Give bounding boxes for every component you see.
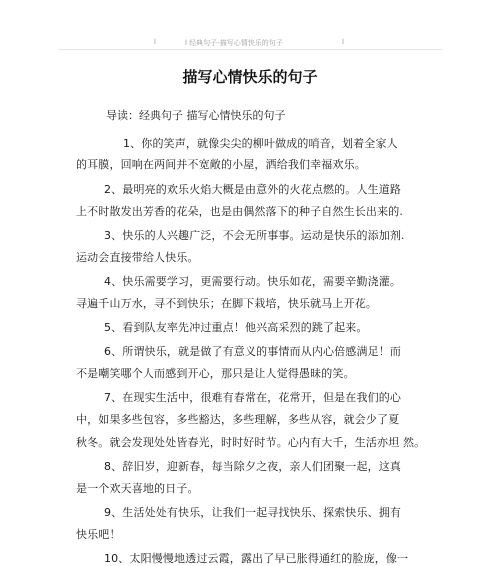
body-line: 寻遍千山万水，寻不到快乐；在脚下栽培，快乐就马上开花。 — [76, 297, 378, 310]
body-line: 6、所谓快乐，就是做了有意义的事情而从内心倍感满足！而 — [104, 345, 402, 358]
body-line: 5、看到队友率先冲过重点！他兴高采烈的跳了起来。 — [104, 321, 368, 334]
body-line: 快乐吧！ — [76, 528, 121, 541]
header-mark-left: l — [154, 38, 156, 46]
header-mark-right: l — [342, 38, 344, 46]
body-line: 中，如果多些包容，多些豁达，多些理解，多些从容，就会少了夏 — [76, 413, 400, 426]
intro-line: 导读：经典句子 描写心情快乐的句子 — [106, 109, 286, 122]
body-line: 的耳膜，回响在两间并不宽敞的小屋，洒给我们幸福欢乐。 — [76, 158, 366, 171]
body-line: 运动会直接带给人快乐。 — [76, 251, 199, 264]
body-line: 不是嘲笑哪个人而感到开心，那只是让人觉得愚昧的笑。 — [76, 367, 355, 380]
body-line: 10、太阳慢慢地透过云霞，露出了早已胀得通红的脸庞，像一 — [104, 552, 409, 565]
body-line: 9、生活处处有快乐，让我们一起寻找快乐、探索快乐、拥有 — [104, 506, 402, 519]
body-line: 1、你的笑声，就像尖尖的柳叶做成的哨音，划着全家人 — [123, 137, 398, 150]
header-divider — [58, 49, 442, 50]
body-line: 2、最明亮的欢乐火焰大概是由意外的火花点燃的。人生道路 — [104, 183, 402, 196]
body-line: 上不时散发出芳香的花朵，也是由偶然落下的种子自然生长出来的. — [76, 205, 403, 218]
document-title: 描写心情快乐的句子 — [182, 68, 318, 86]
body-line: 秋冬。就会发现处处皆春光，时时好时节。心内有大千，生活亦坦 然。 — [76, 436, 426, 449]
body-line: 7、在现实生活中，很难有春常在，花常开，但是在我们的心 — [104, 391, 402, 404]
body-line: 4、快乐需要学习，更需要行动。快乐如花，需要辛勤浇灌。 — [104, 275, 402, 288]
body-line: 3、快乐的人兴趣广泛，不会无所事事。运动是快乐的添加剂. — [104, 229, 405, 242]
header-text: l 经典句子-描写心情快乐的句子 — [185, 39, 283, 47]
body-line: 是一个欢天喜地的日子。 — [76, 482, 199, 495]
body-line: 8、辞旧岁，迎新春，每当除夕之夜，亲人们团聚一起，这真 — [104, 460, 402, 473]
